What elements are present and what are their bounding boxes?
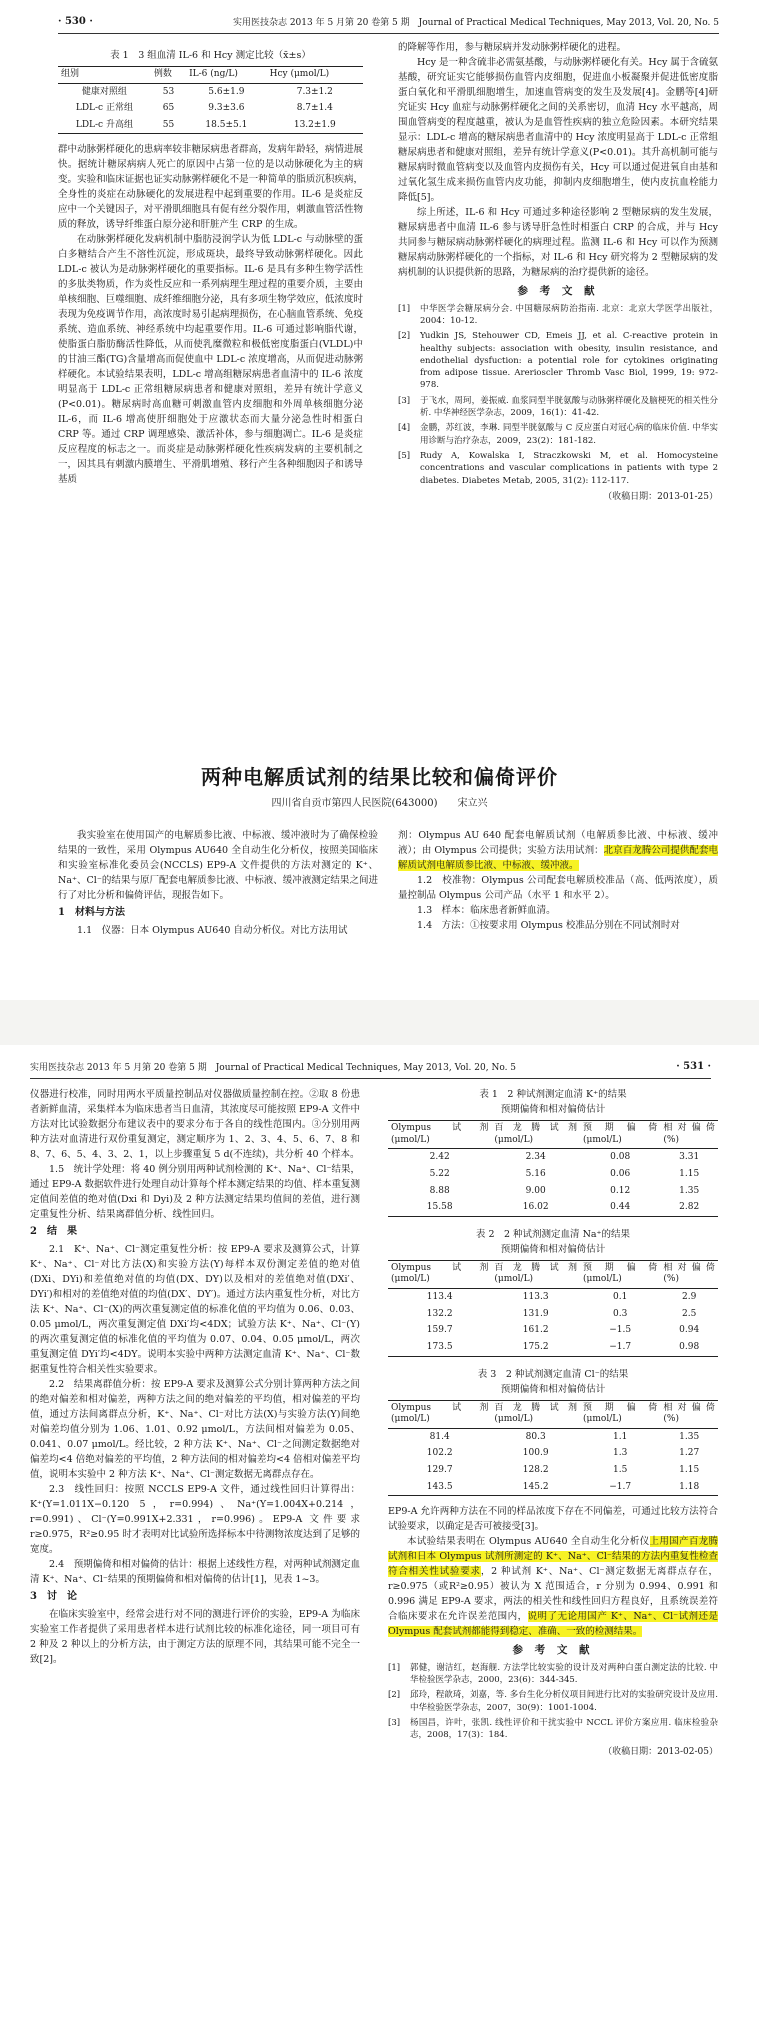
- table-header: Olympus 试剂 (μmol/L): [388, 1400, 491, 1428]
- running-header: [30, 1055, 711, 1079]
- table-row: [388, 1445, 718, 1462]
- page-gap: [0, 1000, 759, 1045]
- table-cell: 5.6±1.9: [208, 86, 245, 97]
- reference-text: 中华医学会糖尿病分会. 中国糖尿病防治指南. 北京：北京大学医学出版社，2004：10-12.: [420, 303, 718, 326]
- table-header: Olympus 试剂 (μmol/L): [388, 1260, 491, 1288]
- table-cell: 2.82: [660, 1199, 718, 1216]
- reference-item: [398, 395, 718, 420]
- reference-item: [398, 330, 718, 392]
- table-1: [58, 66, 363, 134]
- table-cell: 102.2: [426, 1448, 453, 1459]
- highlighted-text: 北京百龙腾公司提供配套电解质试剂电解质参比液、中标液、缓冲液。: [398, 845, 718, 871]
- table-row: [388, 1183, 718, 1200]
- section-heading: 3 讨 论: [30, 1590, 77, 1602]
- table-subtitle: 预期偏倚和相对偏倚估计: [500, 1104, 606, 1115]
- table-cell: 2.5: [682, 1308, 697, 1319]
- table-cell: 1.35: [679, 1185, 700, 1196]
- intro-right-column: [398, 828, 718, 933]
- table-1-title: 表 1 3 组血清 IL-6 和 Hcy 测定比较（x̄±s）: [110, 50, 311, 61]
- table-cell: 65: [162, 103, 175, 114]
- page-number: · 530 ·: [58, 16, 93, 28]
- table-cell: 0.98: [660, 1339, 718, 1356]
- body-paragraph: 1.3 样本：临床患者新鲜血清。: [417, 905, 556, 916]
- body-paragraph: [388, 1534, 718, 1639]
- journal-line: 实用医技杂志 2013 年 5 月第 20 卷第 5 期 Journal of Practical Medical Techniques, May 2013, Vol. 20, No. 5: [232, 17, 719, 28]
- table-row: [388, 1166, 718, 1183]
- references-list: [398, 303, 718, 487]
- table-cell: LDL-c 升高组: [58, 117, 151, 134]
- body-paragraph: 在动脉粥样硬化发病机制中脂肪浸润学认为低 LDL-c 与动脉壁的蛋白多糖结合产生不溶性沉淀，形成斑块，最终导致动脉粥样硬化。因此 LDL-c 被认为是动脉粥样硬化的重要指标。IL-6 是具有多种生物学活性的多肽类物质，作为炎性反应和一系列病理生理过程的重要介质，主要由单核细胞、巨噬细胞、成纤维细胞分泌，具有多项生物学效应，低浓度时表现为免疫调节作用，高浓度时易引起病理损伤，在心脑血管系统、免疫系统、造血系统、神经系统中均起重要作用。IL-6 可通过影响脂代谢，使脂蛋白脂肪酶活性降低，从而使乳糜微粒和极低密度脂蛋白(VLDL)中的甘油三酯(TG)含量增高而促使血中 LDL-c 浓度增高，从而促进动脉粥样硬化。本试验结果表明，LDL-c 增高组糖尿病患者血清中的 IL-6 浓度明显高于 LDL-c 正常组糖尿病患者和健康对照组，差异有统计学意义(P<0.01)。糖尿病时高血糖可刺激血管内皮细胞和外周单核细胞分泌 IL-6，而 IL-6 增高使肝细胞处于应激状态而大量分泌急性时相蛋白 CRP 等。通过 CRP 调理感染、激活补体，参与细胞凋亡。IL-6 是炎症反应程度的标志之一。而炎症是动脉粥样硬化性疾病发病的主要机制之一，因其具有刺激内膜增生、平滑肌增殖、移行产生各种细胞因子和诱导基质: [58, 234, 363, 486]
- table-cell: 131.9: [522, 1308, 549, 1319]
- table-cell: 16.02: [491, 1199, 580, 1216]
- reference-item: [398, 450, 718, 487]
- table-header: 例数: [151, 67, 186, 84]
- table-cell: 53: [162, 86, 175, 97]
- reference-item: [398, 422, 718, 447]
- reference-item: [388, 1662, 718, 1687]
- body-paragraph: [398, 828, 718, 873]
- body-paragraph: EP9-A 允许两种方法在不同的样品浓度下存在不同偏差，可通过比较方法符合试验要求，以确定是否可被接受[3]。: [388, 1506, 718, 1533]
- table-header: 预期偏倚 (μmol/L): [580, 1400, 660, 1428]
- table-header: 相对偏倚 (%): [660, 1260, 718, 1288]
- table-cell: 145.2: [491, 1479, 580, 1496]
- table-cell: 5.16: [525, 1168, 546, 1179]
- table-header: 百龙腾试剂 (μmol/L): [491, 1260, 580, 1288]
- table-row: [388, 1306, 718, 1323]
- table-cell: 0.44: [580, 1199, 660, 1216]
- reference-number: [1]: [388, 1662, 401, 1673]
- table-subtitle: 预期偏倚和相对偏倚估计: [500, 1243, 606, 1255]
- table-cell: 128.2: [522, 1465, 549, 1476]
- table-row: [388, 1199, 718, 1216]
- references-list: [388, 1662, 718, 1742]
- text-span: ，2 种试剂 K⁺、Na⁺、Cl⁻测定数据无离群点存在，r≥0.975（或R²≥0.95）被认为 X 范围适合，r 分别为 0.994、0.991 和 0.996 满足 EP9-A 要求，两法的相关性和线性回归方程良好，且系统误差符合临床要求在允许误差范围内，: [388, 1566, 718, 1623]
- table-cell: 8.7±1.4: [296, 103, 333, 114]
- table-row: [58, 83, 363, 100]
- table-header: 百龙腾试剂 (μmol/L): [491, 1400, 580, 1428]
- table-title: [388, 1367, 718, 1397]
- body-paragraph: 我实验室在使用国产的电解质参比液、中标液、缓冲液时为了确保检验结果的一致性，采用 Olympus AU640 全自动生化分析仪，按照美国临床和实验室标准化委员会(NCCLS) EP9-A 文件提供的方法对测定的 K⁺、Na⁺、Cl⁻的结果与原厂配套电解质参比液、中标液、缓冲液测定结果之间进行了对比分析和偏倚评估，现报告如下。: [58, 830, 378, 901]
- table-cell: 175.2: [491, 1339, 580, 1356]
- table-header: 相对偏倚 (%): [660, 1400, 718, 1428]
- table-cell: 1.35: [679, 1431, 700, 1442]
- table-cell: −1.7: [580, 1479, 660, 1496]
- highlighted-text: 说明了无论用国产 K⁺、Na⁺、Cl⁻试剂还是 Olympus 配套试剂都能得到稳定、准确、一致的检测结果。: [388, 1611, 718, 1638]
- reference-text: 郭健，谢洁红，赵海舰. 方法学比较实验的设计及对两种白蛋白测定法的比较. 中华检验医学杂志，2000，23(6)：344-345.: [410, 1662, 718, 1686]
- table-header: IL-6 (ng/L): [186, 67, 267, 84]
- received-date: （收稿日期：2013-01-25）: [603, 491, 718, 502]
- table-cell: 9.00: [525, 1185, 546, 1196]
- page-530: [0, 0, 759, 1000]
- table-header: 相对偏倚 (%): [660, 1121, 718, 1149]
- table-cell: 健康对照组: [81, 86, 127, 97]
- table-cell: 0.94: [679, 1325, 700, 1336]
- reference-text: Rudy A, Kowalska I, Straczkowski M, et al. Homocysteine concentrations and vascular complications in patients with type 2 diabetes. Diabetes Metab, 2005, 31(2): 112-117.: [420, 451, 718, 486]
- reference-number: [3]: [388, 1718, 401, 1729]
- highlighted-text: 上用国产百龙腾试剂和日本 Olympus 试剂所测定的 K⁺、Na⁺、Cl⁻结果的方法内重复性检查符合相关性试验要求: [388, 1536, 718, 1578]
- table-cell: 143.5: [388, 1479, 491, 1496]
- article-author: 四川省自贡市第四人民医院(643000) 宋立兴: [271, 798, 488, 809]
- page-number: · 531 ·: [676, 1061, 711, 1073]
- table-cell: 13.2±1.9: [267, 117, 363, 134]
- table-cell: 159.7: [426, 1325, 453, 1336]
- table-header: Hcy (μmol/L): [267, 67, 363, 84]
- table-header: 百龙腾试剂 (μmol/L): [491, 1121, 580, 1149]
- table-cell: 8.88: [429, 1185, 450, 1196]
- reference-number: [1]: [398, 303, 411, 314]
- table-cell: 1.15: [679, 1465, 700, 1476]
- section-heading: 2 结 果: [30, 1226, 77, 1237]
- body-paragraph: 在临床实验室中，经常会进行对不同的测进行评价的实验，EP9-A 为临床实验室工作者提供了采用患者样本进行试剂比较的标准化途径，同一项目可有 2 种及 2 种以上的分析方法，由于测定方法的原理不同，其结果可能不完全一致[2]。: [30, 1608, 360, 1665]
- text-span: 剂：Olympus AU 640 配套电解质试剂（电解质参比液、中标液、缓冲液）；由 Olympus 公司提供；实验方法用试剂：: [398, 830, 718, 856]
- table-cell: 173.5: [388, 1339, 491, 1356]
- page-531: [0, 1045, 759, 2043]
- article-title: 两种电解质试剂的结果比较和偏倚评价: [201, 765, 558, 789]
- table-cell: 0.12: [610, 1185, 631, 1196]
- left-column: [58, 48, 363, 487]
- body-paragraph: 2.3 线性回归：按照 NCCLS EP9-A 文件，通过线性回归计算得出：K⁺(Y=1.011X−0.120 5，r=0.994)、Na⁺(Y=1.004X+0.214，r=0.991)、Cl⁻(Y=0.991X+2.331，r=0.996)。EP9-A 文件要求 r≥0.975，R²≥0.95 时才表明对比试验所选择标本中待测物浓度达到了足够的宽度。: [30, 1483, 360, 1555]
- body-paragraph: 仪器进行校准，同时用两水平质量控制品对仪器做质量控制在控。②取 8 份患者新鲜血清，采集样本为临床患者当日血清，其浓度尽可能按照 EP9-A 文件中方法对比试验数据分布建议表中的要求分布于各自的线性范围内。③分别用两种方法对血清进行双份重复测定，测定顺序为 1、2、3、4、5、6、7、8 和 8、7、6、5、4、3、2、1，以上步骤重复 5 d(不连续)，共分析 40 个样本。: [30, 1089, 360, 1160]
- table-na: [388, 1260, 718, 1357]
- table-row: [388, 1479, 718, 1496]
- body-paragraph: 1.1 仪器：日本 Olympus AU640 自动分析仪。对比方法用试: [77, 924, 348, 936]
- reference-text: 杨国昌，许叶，张凯. 线性评价和干扰实验中 NCCL 评价方案应用. 临床检验杂志，2008，17(3)：184.: [410, 1718, 718, 1741]
- received-date: （收稿日期：2013-02-05）: [603, 1746, 718, 1757]
- table-cell: −1.5: [609, 1325, 632, 1336]
- table-cell: 113.3: [522, 1292, 549, 1303]
- body-paragraph: 综上所述，IL-6 和 Hcy 可通过多种途径影响 2 型糖尿病的发生发展，糖尿病患者中血清 IL-6 参与诱导肝急性时相蛋白 CRP 的合成，并与 Hcy 共同参与糖尿病动脉粥样硬化的病理过程。监测 IL-6 和 Hcy 可以作为预测糖尿病动脉粥样硬化的一个指标，对 IL-6 和 Hcy 研究将为 2 型糖尿病的发病机制的认识提供新的思路，为糖尿病的治疗提供新的途径。: [398, 207, 718, 278]
- table-cell: 100.9: [522, 1448, 549, 1459]
- table-cell: 7.3±1.2: [296, 86, 333, 97]
- table-cell: 132.2: [426, 1308, 453, 1319]
- body-paragraph: 1.2 校准物：Olympus 公司配套电解质校准品（高、低两浓度），质量控制品 Olympus 公司产品（水平 1 和水平 2）。: [398, 875, 718, 901]
- body-paragraph: 2.4 预期偏倚和相对偏倚的估计：根据上述线性方程，对两种试剂测定血清 K⁺、Na⁺、Cl⁻结果的预期偏倚和相对偏倚的估计[1]，见表 1~3。: [30, 1558, 360, 1585]
- table-header: 预期偏倚 (μmol/L): [580, 1260, 660, 1288]
- table-cell: 2.42: [429, 1152, 450, 1163]
- table-cell: 0.08: [610, 1152, 631, 1163]
- table-cell: 0.06: [610, 1168, 631, 1179]
- table-row: [58, 117, 363, 134]
- intro-left-column: [58, 828, 378, 938]
- reference-number: [2]: [398, 331, 411, 342]
- table-row: [388, 1289, 718, 1306]
- table-cell: 18.5±5.1: [186, 117, 267, 134]
- body-paragraph: 群中动脉粥样硬化的患病率较非糖尿病患者群高，发病年龄轻，病情进展快。据统计糖尿病病人死亡的原因中占第一位的是以动脉硬化为主的病变。实验和临床证据也证实动脉粥样硬化不是一种简单的脂质沉积疾病，全身性的炎症在动脉硬化的发展进程中起到重要的作用。IL-6 是炎症反应中一个关键因子，对平滑肌细胞具有促有丝分裂作用，刺激血管活性物质的释放，诱导纤维蛋白原分泌和肝脏产生 CRP 的生成。: [58, 144, 363, 231]
- table-cell: 5.22: [429, 1168, 450, 1179]
- table-subtitle: 预期偏倚和相对偏倚估计: [500, 1383, 606, 1395]
- table-title: [388, 1087, 718, 1117]
- table-k: [388, 1120, 718, 1217]
- table-row: [58, 100, 363, 117]
- reference-text: 金鹏，苏红波，李琳. 同型半胱氨酸与 C 反应蛋白对冠心病的临床价值. 中华实用诊断与治疗杂志，2009，23(2)：181-182.: [420, 423, 718, 446]
- reference-item: [388, 1717, 718, 1742]
- table-title-text: 表 1 2 种试剂测定血清 K⁺的结果: [479, 1089, 627, 1100]
- reference-number: [2]: [388, 1690, 401, 1701]
- body-paragraph: 1.4 方法：①按要求用 Olympus 校准品分别在不同试剂时对: [417, 920, 680, 931]
- table-cell: LDL-c 正常组: [75, 103, 133, 114]
- references-heading: 参 考 文 献: [512, 1644, 594, 1657]
- table-row: [388, 1149, 718, 1166]
- reference-item: [388, 1689, 718, 1714]
- left-column: [30, 1087, 360, 1667]
- reference-text: 邱玲，程歆琦，刘嘉，等. 多台生化分析仪项目间进行比对的实验研究设计及应用. 中华检验医学杂志，2007，30(9)：1001-1004.: [410, 1690, 718, 1713]
- table-cell: −1.7: [580, 1339, 660, 1356]
- table-cell: 129.7: [426, 1465, 453, 1476]
- right-column: [388, 1087, 718, 1759]
- reference-text: Yudkin JS, Stehouwer CD, Emeis JJ, et al. C-reactive protein in healthy subjects: association with obesity, insulin resistance, and endothelial dysfuction: a potential role for cytokines originating from adipose tissue. Arerioscler Thromb Vasc Biol, 1999, 19: 972-978.: [420, 331, 718, 391]
- table-row: [388, 1322, 718, 1339]
- right-column: [398, 40, 718, 504]
- table-row: [388, 1428, 718, 1445]
- reference-number: [4]: [398, 423, 411, 434]
- table-cell: 15.58: [388, 1199, 491, 1216]
- journal-line: 实用医技杂志 2013 年 5 月第 20 卷第 5 期 Journal of Practical Medical Techniques, May 2013, Vol. 20, No. 5: [30, 1062, 517, 1073]
- table-cell: 0.3: [613, 1308, 628, 1319]
- reference-text: 于飞水，周珂，姜振威. 血浆同型半胱氨酸与动脉粥样硬化及脑梗死的相关性分析. 中华神经医学杂志，2009，16(1)：41-42.: [420, 395, 718, 419]
- table-cell: 113.4: [426, 1292, 453, 1303]
- table-cell: 80.3: [525, 1431, 546, 1442]
- table-title-text: 表 2 2 种试剂测定血清 Na⁺的结果: [475, 1228, 631, 1240]
- body-paragraph: 2.2 结果离群值分析：按 EP9-A 要求及测算公式分别计算两种方法之间的绝对偏差和相对偏差，两种方法之间的绝对偏差的平均值，相对偏差的平均值，通过方法间离群点分析，K⁺、Na⁺、Cl⁻对比方法(X)与实验方法(Y)间绝对偏差均值分别为 1.06、1.01、0.92 μmol/L，方法间相对偏差为 0.05、0.041、0.07 μmol/L。经比较，2 种方法 K⁺、Na⁺、Cl⁻之间测定数据绝对偏差均<4 倍绝对偏差的平均值，2 种方法间的相对偏差均<4 倍相对偏差平均值，说明本实验中 2 种方法 K⁺、Na⁺、Cl⁻测定数据无离群点存在。: [30, 1378, 360, 1480]
- table-cell: 1.3: [613, 1448, 628, 1459]
- body-paragraph: 1.5 统计学处理：将 40 例分别用两种试剂检测的 K⁺、Na⁺、Cl⁻结果，通过 EP9-A 数据软件进行处理自动计算每个样本测定结果的均值、样本重复测定值间差值的绝对值(Dxi 和 Dyi)及 2 种方法测定结果均值间的差值，进行测定重复性分析、结果离群值分析、线性回归。: [30, 1164, 360, 1220]
- table-cell: 2.9: [682, 1292, 697, 1303]
- table-cell: 1.18: [660, 1479, 718, 1496]
- table-cell: 2.34: [525, 1152, 546, 1163]
- table-cl: [388, 1400, 718, 1497]
- table-header: 组别: [58, 67, 151, 84]
- table-cell: 161.2: [522, 1325, 549, 1336]
- table-title-text: 表 3 2 种试剂测定血清 Cl⁻的结果: [477, 1368, 629, 1380]
- table-title: [388, 1227, 718, 1257]
- table-cell: 81.4: [429, 1431, 450, 1442]
- body-paragraph: 2.1 K⁺、Na⁺、Cl⁻测定重复性分析：按 EP9-A 要求及测算公式，计算 K⁺、Na⁺、Cl⁻对比方法(X)和实验方法(Y)每样本双份测定差值的绝对值(DXi、DYi)和差值绝对值的均值(DX、DY)以及相对的差值绝对值(DXi′、DYi′)和相对的差值绝对值的均值(DX′、DY′)。通过方法内重复性分析，对比方法 K⁺、Na⁺、Cl⁻(X)的两次重复测定值的标准化值的平均值为 0.06、0.03、0.05 μmol/L，两次重复测定值 DXi′均<4DX；试验方法 K⁺、Na⁺、Cl⁻(Y) 的两次重复测定值的标准化值的平均值为 0.07、0.04、0.05 μmol/L，两次重复测定值 DYi′均<4DY。说明本实验中两种方法测定血清 K⁺、Na⁺、Cl⁻数据重复性符合相关性实验要求。: [30, 1243, 360, 1375]
- text-span: 本试验结果表明在 Olympus AU640 全自动生化分析仪: [407, 1536, 650, 1548]
- table-row: [388, 1462, 718, 1479]
- table-header: Olympus 试剂 (μmol/L): [388, 1121, 491, 1149]
- table-cell: 1.5: [613, 1465, 628, 1476]
- table-header: 预期偏倚 (μmol/L): [580, 1121, 660, 1149]
- references-heading: 参 考 文 献: [517, 285, 599, 297]
- reference-item: [398, 303, 718, 328]
- table-cell: 1.15: [679, 1168, 700, 1179]
- table-cell: 1.27: [679, 1448, 700, 1459]
- table-cell: 9.3±3.6: [208, 103, 245, 114]
- section-heading: 1 材料与方法: [58, 907, 125, 918]
- body-paragraph: 的降解等作用，参与糖尿病并发动脉粥样硬化的进程。: [398, 42, 627, 53]
- reference-number: [5]: [398, 451, 411, 462]
- table-cell: 3.31: [679, 1152, 700, 1163]
- table-cell: 1.1: [613, 1431, 628, 1442]
- table-row: [388, 1339, 718, 1356]
- reference-number: [3]: [398, 395, 411, 406]
- table-cell: 0.1: [613, 1292, 628, 1303]
- table-cell: 55: [151, 117, 186, 134]
- body-paragraph: Hcy 是一种含硫非必需氨基酸，与动脉粥样硬化有关。Hcy 属于含硫氨基酸，研究证实它能够损伤血管内皮细胞，促进血小板凝聚并促进低密度脂蛋白氧化和平滑肌细胞增生，加速血管病变的发生及发展[4]。金鹏等[4]研究证实 Hcy 血症与动脉粥样硬化之间的关系密切，血清 Hcy 水平越高，周围血管病变的程度越重，被认为是血管性疾病的独立危险因素。本研究结果显示：LDL-c 增高的糖尿病患者血清中的 Hcy 浓度明显高于 LDL-c 正常组糖尿病患者和健康对照组，差异有统计学意义(P<0.01)。其升高机制可能与糖尿病时微血管病变以及血管内皮损伤有关，Hcy 可以通过促进氧自由基和过氧化氢生成来损伤血管内皮功能，抑制内皮细胞增生，使内皮抗血栓能力降低[5]。: [398, 57, 718, 203]
- running-header: [58, 10, 719, 34]
